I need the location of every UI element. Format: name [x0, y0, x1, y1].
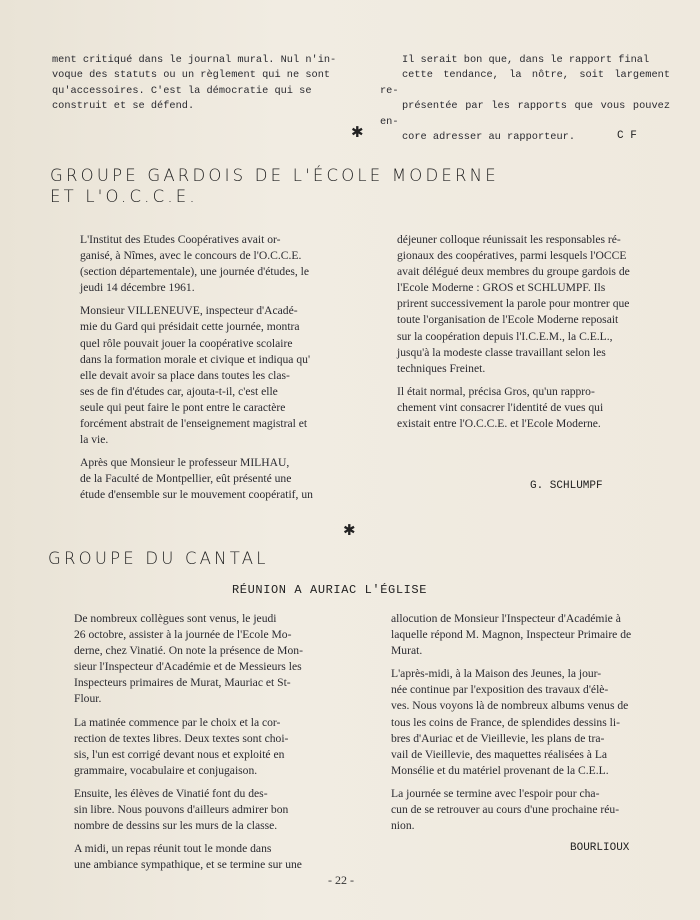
text-line: laquelle répond M. Magnon, Inspecteur Primaire de — [391, 628, 632, 642]
text-line: forcément abstrait de l'enseignement magistral et — [80, 417, 308, 431]
signature-bourlioux: BOURLIOUX — [570, 842, 630, 854]
text-line: 26 octobre, assister à la journée de l'Ecole Mo- — [74, 628, 292, 642]
text-line: La journée se termine avec l'espoir pour cha- — [391, 786, 600, 800]
text-line: grammaire, vocabulaire et conjugaison. — [74, 763, 258, 777]
section-title-gard — [50, 165, 670, 207]
text-line: étude d'ensemble sur le mouvement coopératif, un — [80, 488, 313, 502]
signature-cf: C F — [617, 130, 637, 142]
signature-schlumpf: G. SCHLUMPF — [530, 480, 603, 492]
text-line: allocution de Monsieur l'Inspecteur d'Académie à — [391, 612, 621, 625]
paragraph — [52, 53, 354, 115]
text-line: quel rôle pouvait jouer la coopérative scolaire — [80, 336, 293, 350]
text-line: jusqu'à la modeste classe travaillant selon les — [397, 345, 606, 359]
text-line: prirent successivement la parole pour montrer que — [397, 297, 630, 311]
text-line: jeudi 14 décembre 1961. — [80, 281, 195, 295]
text-line: Il serait bon que, dans le rapport final — [402, 54, 650, 66]
paragraph — [52, 786, 334, 834]
text-line: toute l'organisation de l'Ecole Moderne reposait — [397, 313, 619, 327]
text-line: sis, l'un est corrigé devant nous et exploité en — [74, 747, 285, 761]
paragraph — [58, 232, 336, 296]
text-line: sin libre. Nous pouvons d'ailleurs admirer bon — [74, 803, 289, 817]
text-line: L'après-midi, à la Maison des Jeunes, la jour- — [391, 667, 602, 681]
text-line: vail de Vieillevie, des maquettes réalisées à La — [391, 747, 608, 761]
text-line: construit et se défend. — [52, 100, 195, 113]
text-line: mie du Gard qui présidait cette journée, montra — [80, 320, 300, 334]
text-line: A midi, un repas réunit tout le monde dans — [74, 842, 272, 856]
text-line: de la Faculté de Montpellier, eût présenté une — [80, 472, 292, 486]
text-line: avait délégué deux membres du groupe gardois de — [397, 265, 630, 279]
paragraph — [369, 786, 653, 834]
cantal-column-1 — [52, 611, 334, 880]
text-line: (section départementale), une journée d'études, le — [80, 265, 310, 279]
paragraph — [52, 611, 334, 708]
text-line: une ambiance sympathique, et se termine sur une — [74, 858, 302, 872]
text-line: Monsieur VILLENEUVE, inspecteur d'Acadé- — [80, 304, 298, 318]
separator-star-icon: ✱ — [343, 521, 356, 539]
paragraph — [369, 666, 653, 779]
text-line: Murat. — [391, 644, 423, 658]
text-line: existait entre l'O.C.C.E. et l'Ecole Moderne. — [397, 417, 601, 431]
text-line: Il était normal, précisa Gros, qu'un rappro- — [397, 384, 595, 398]
text-line: techniques Freinet. — [397, 361, 486, 375]
text-line: sieur l'Inspecteur d'Académie et de Messieurs les — [74, 660, 302, 674]
text-line: sur la coopération depuis l'I.C.E.M., la C.E.L., — [397, 329, 613, 343]
text-line: cette tendance, la nôtre, soit largement re- — [380, 69, 670, 97]
text-line: tous les coins de France, de splendides dessins li- — [391, 715, 620, 729]
paragraph — [52, 841, 334, 873]
text-line: l'Ecole Moderne : GROS et SCHLUMPF. Ils — [397, 281, 606, 295]
text-line: gionaux des coopératives, parmi lesquels l'OCCE — [397, 249, 627, 263]
separator-star-icon: ✱ — [351, 123, 364, 141]
text-line: rection de textes libres. Deux textes sont choi- — [74, 731, 289, 745]
title-line: GROUPE GARDOIS DE L'ÉCOLE MODERNE — [50, 166, 499, 185]
cantal-column-2 — [369, 611, 653, 841]
text-line: Après que Monsieur le professeur MILHAU, — [80, 456, 290, 470]
text-line: elle devait avoir sa place dans toutes les clas- — [80, 368, 290, 382]
text-line: derne, chez Vinatié. On note la présence de Mon- — [74, 644, 303, 658]
text-line: Flour. — [74, 692, 102, 706]
paragraph — [58, 455, 336, 503]
text-line: seule qui peut faire le pont entre le caractère — [80, 400, 286, 414]
text-line: la vie. — [80, 433, 109, 447]
text-line: ganisé, à Nîmes, avec le concours de l'O.C.C.E. — [80, 249, 302, 263]
text-line: L'Institut des Etudes Coopératives avait or- — [80, 233, 281, 246]
paragraph — [58, 303, 336, 448]
paragraph — [375, 232, 655, 377]
text-line: nombre de dessins sur les murs de la classe. — [74, 819, 278, 833]
text-line: ment critiqué dans le journal mural. Nul n'in- — [52, 54, 337, 66]
text-line: Ensuite, les élèves de Vinatié font du des- — [74, 786, 268, 800]
text-line: ves. Nous voyons là de nombreux albums venus de — [391, 699, 629, 713]
text-line: Inspecteurs primaires de Murat, Mauriac et St- — [74, 676, 291, 690]
section-subtitle-cantal: RÉUNION A AURIAC L'ÉGLISE — [232, 583, 428, 597]
text-line: déjeuner colloque réunissait les responsables ré- — [397, 233, 621, 246]
text-line: voque des statuts ou un règlement qui ne sont — [52, 69, 331, 82]
paragraph — [369, 611, 653, 659]
paragraph — [52, 715, 334, 779]
text-line: qu'accessoires. C'est la démocratie qui se — [52, 84, 312, 97]
text-line: présentée par les rapports que vous pouvez en- — [380, 100, 670, 128]
title-line: ET L'O.C.C.E. — [50, 187, 198, 206]
text-line: La matinée commence par le choix et la cor- — [74, 715, 281, 729]
text-line: chement vint consacrer l'identité de vues qui — [397, 400, 604, 414]
section-title-cantal: GROUPE DU CANTAL — [48, 549, 269, 568]
text-line: ses de fin d'études car, ajouta-t-il, c'est elle — [80, 384, 278, 398]
text-line: née continue par l'exposition des travaux d'élè- — [391, 683, 609, 697]
text-line: Monsélie et du matériel provenant de la C.E.L. — [391, 763, 609, 777]
text-line: nion. — [391, 819, 415, 833]
text-line: dans la formation morale et civique et indiqua qu' — [80, 352, 311, 366]
top-left-text — [52, 53, 354, 122]
gard-column-1 — [58, 232, 336, 511]
text-line: cun de se retrouver au cours d'une prochaine réu- — [391, 803, 620, 817]
text-line: core adresser au rapporteur. — [402, 131, 576, 144]
text-line: bres d'Auriac et de Vieillevie, les plans de tra- — [391, 731, 605, 745]
text-line: De nombreux collègues sont venus, le jeudi — [74, 612, 277, 625]
paragraph — [375, 384, 655, 432]
page-number: - 22 - — [328, 873, 354, 887]
gard-column-2 — [375, 232, 655, 439]
